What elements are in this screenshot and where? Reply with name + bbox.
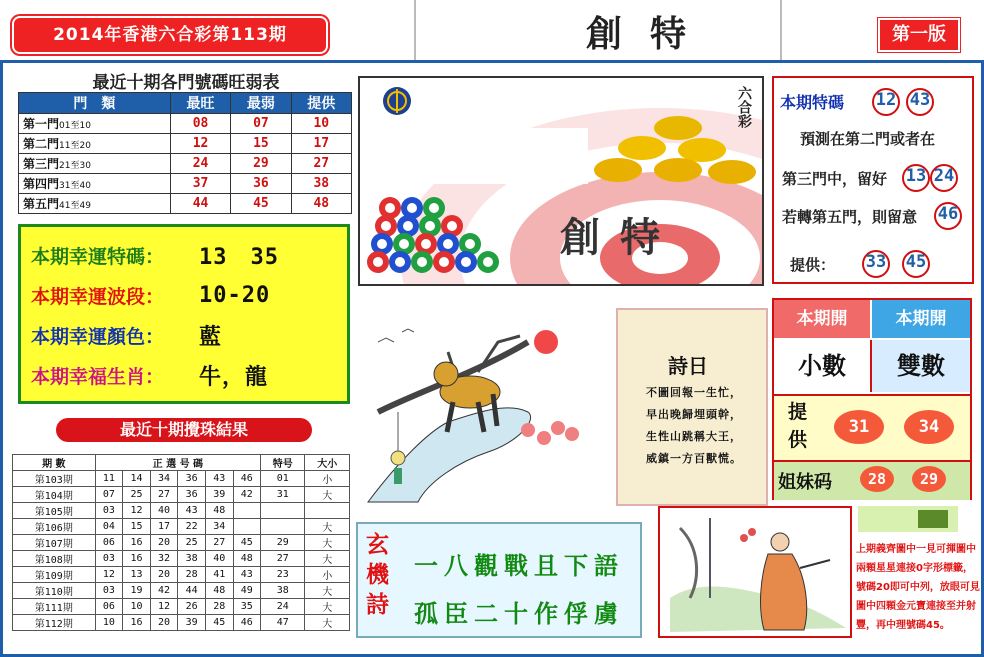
results-row bbox=[13, 471, 350, 487]
issue-number: 第105期 bbox=[13, 503, 96, 519]
stats-value: 38 bbox=[291, 174, 351, 194]
drawn-number: 26 bbox=[178, 599, 206, 615]
stats-header-cell: 提供 bbox=[291, 93, 351, 114]
door-label: 第一門01至10 bbox=[19, 114, 171, 134]
special-code: 46 bbox=[934, 202, 962, 230]
stats-value: 12 bbox=[170, 134, 230, 154]
issue-number: 第104期 bbox=[13, 487, 96, 503]
drawn-number: 15 bbox=[123, 519, 151, 535]
drawn-number: 32 bbox=[150, 551, 178, 567]
lottery-ball-center bbox=[385, 203, 395, 213]
special-number: 27 bbox=[261, 551, 305, 567]
stats-header-cell: 門 類 bbox=[19, 93, 171, 114]
results-table bbox=[12, 454, 350, 631]
stats-value: 45 bbox=[231, 194, 291, 214]
special-line: 第三門中，留好 bbox=[782, 170, 888, 188]
size-label: 大 bbox=[305, 551, 350, 567]
drawn-number: 03 bbox=[95, 583, 123, 599]
page-title: 創特 bbox=[585, 13, 714, 55]
stats-value: 36 bbox=[231, 174, 291, 194]
special-line: 若轉第五門，則留意 bbox=[782, 208, 918, 226]
results-header-cell: 正 選 号 碼 bbox=[95, 455, 260, 471]
drawn-number: 06 bbox=[95, 599, 123, 615]
stats-value: 08 bbox=[170, 114, 230, 134]
results-row bbox=[13, 599, 350, 615]
drawn-number: 14 bbox=[123, 471, 151, 487]
special-label: 本期特碼 bbox=[780, 93, 845, 112]
drawn-number: 45 bbox=[233, 535, 261, 551]
stats-row bbox=[19, 194, 352, 214]
door-label: 第二門11至20 bbox=[19, 134, 171, 154]
lucky-label: 本期幸運波段： bbox=[31, 285, 165, 308]
stats-value: 27 bbox=[291, 154, 351, 174]
riddle-panel bbox=[356, 522, 642, 638]
results-row bbox=[13, 503, 350, 519]
special-code: 12 bbox=[872, 88, 900, 116]
drawn-number bbox=[233, 519, 261, 535]
give-code: 45 bbox=[902, 250, 930, 278]
size-label: 大 bbox=[305, 535, 350, 551]
size-label: 大 bbox=[305, 599, 350, 615]
results-row bbox=[13, 535, 350, 551]
special-number: 23 bbox=[261, 567, 305, 583]
issue-number: 第112期 bbox=[13, 615, 96, 631]
drawn-number: 39 bbox=[205, 487, 233, 503]
poem-title: 詩日 bbox=[668, 354, 708, 378]
poem-line: 生性山跳稱大王， bbox=[646, 430, 742, 443]
lucky-row bbox=[31, 235, 337, 275]
riddle-tag: 玄機詩 bbox=[366, 531, 389, 618]
drawn-number: 12 bbox=[123, 503, 151, 519]
recent-results-title: 最近十期攪珠結果 bbox=[56, 418, 312, 442]
size-label: 小 bbox=[305, 471, 350, 487]
drawn-number: 43 bbox=[205, 471, 233, 487]
give-code: 33 bbox=[862, 250, 890, 278]
results-header-cell: 特号 bbox=[261, 455, 305, 471]
lottery-ball-center bbox=[439, 257, 449, 267]
stats-value: 10 bbox=[291, 114, 351, 134]
lottery-ball-center bbox=[443, 239, 453, 249]
drawn-number: 27 bbox=[205, 535, 233, 551]
size-label: 大 bbox=[305, 487, 350, 503]
drawn-number: 40 bbox=[205, 551, 233, 567]
issue-number: 第109期 bbox=[13, 567, 96, 583]
drawn-number: 48 bbox=[205, 503, 233, 519]
stats-header-cell: 最旺 bbox=[170, 93, 230, 114]
issue-number: 第108期 bbox=[13, 551, 96, 567]
special-code: 24 bbox=[930, 164, 958, 192]
size-label bbox=[305, 503, 350, 519]
header-divider bbox=[414, 0, 416, 60]
drawn-number: 04 bbox=[95, 519, 123, 535]
give-code: 31 bbox=[834, 410, 884, 444]
drawn-number: 28 bbox=[178, 567, 206, 583]
size-label: 大 bbox=[305, 615, 350, 631]
issue-number: 第106期 bbox=[13, 519, 96, 535]
stats-value: 29 bbox=[231, 154, 291, 174]
double-number-label: 雙數 bbox=[872, 340, 970, 392]
stats-row bbox=[19, 134, 352, 154]
results-header-cell: 期 數 bbox=[13, 455, 96, 471]
drawn-number: 28 bbox=[205, 599, 233, 615]
lucky-value: 藍 bbox=[199, 324, 223, 350]
lucky-panel bbox=[18, 224, 350, 404]
special-number: 29 bbox=[261, 535, 305, 551]
stats-row bbox=[19, 174, 352, 194]
lucky-row bbox=[31, 315, 337, 355]
poem-line: 不圖回報一生忙， bbox=[646, 386, 742, 399]
drawn-number: 48 bbox=[205, 583, 233, 599]
issue-number: 第103期 bbox=[13, 471, 96, 487]
drawn-number: 11 bbox=[95, 471, 123, 487]
drawn-number: 20 bbox=[150, 567, 178, 583]
drawn-number: 16 bbox=[123, 615, 151, 631]
riddle-line: 孤臣二十作俘虜 bbox=[414, 599, 624, 628]
monkey-illustration bbox=[358, 312, 614, 508]
lottery-ball-center bbox=[407, 203, 417, 213]
sister-code-label: 姐妹码 bbox=[778, 472, 832, 493]
drawn-number: 41 bbox=[205, 567, 233, 583]
lottery-ball-center bbox=[373, 257, 383, 267]
drawn-number: 12 bbox=[95, 567, 123, 583]
drawn-number: 45 bbox=[205, 615, 233, 631]
special-number: 24 bbox=[261, 599, 305, 615]
drawn-number: 16 bbox=[123, 535, 151, 551]
stats-value: 24 bbox=[170, 154, 230, 174]
size-label: 大 bbox=[305, 519, 350, 535]
results-row bbox=[13, 615, 350, 631]
stats-value: 15 bbox=[231, 134, 291, 154]
stats-row bbox=[19, 114, 352, 134]
lucky-value: 10-20 bbox=[199, 282, 271, 308]
drawn-number: 39 bbox=[178, 615, 206, 631]
give-label: 提供： bbox=[790, 256, 836, 274]
drawn-number: 27 bbox=[150, 487, 178, 503]
stats-value: 07 bbox=[231, 114, 291, 134]
size-label: 小 bbox=[305, 567, 350, 583]
special-number bbox=[261, 503, 305, 519]
note-text: 上期義齊圖中一見可揮圖中兩顆星星連接0字形標籤，號碼20即可中列，放眼可見圖中四顆金元寶連接至并射豐，再中理號碼45。 bbox=[856, 544, 980, 631]
sister-code: 29 bbox=[912, 466, 946, 492]
riddle-line: 一八觀戰且下語 bbox=[414, 551, 624, 580]
results-row bbox=[13, 567, 350, 583]
give-label: 提供 bbox=[788, 401, 808, 451]
drawn-number: 42 bbox=[150, 583, 178, 599]
lottery-ball-center bbox=[425, 221, 435, 231]
poem-line: 早出晚歸埋頭幹， bbox=[646, 408, 742, 421]
special-code: 43 bbox=[906, 88, 934, 116]
drawn-number: 20 bbox=[150, 535, 178, 551]
sage-illustration-panel bbox=[658, 506, 852, 638]
logo-title: 創特 bbox=[560, 214, 680, 261]
drawn-number: 46 bbox=[233, 615, 261, 631]
drawn-number: 12 bbox=[150, 599, 178, 615]
issue-number: 第107期 bbox=[13, 535, 96, 551]
results-row bbox=[13, 519, 350, 535]
stats-table bbox=[18, 92, 352, 214]
results-row bbox=[13, 487, 350, 503]
special-number bbox=[261, 519, 305, 535]
lottery-ball-center bbox=[395, 257, 405, 267]
drawn-number: 46 bbox=[233, 471, 261, 487]
drawn-number: 43 bbox=[178, 503, 206, 519]
special-number: 38 bbox=[261, 583, 305, 599]
give-code: 34 bbox=[904, 410, 954, 444]
lucky-row bbox=[31, 355, 337, 395]
lottery-ball-center bbox=[483, 257, 493, 267]
lottery-ball-center bbox=[429, 203, 439, 213]
issue-banner: 2014年香港六合彩第113期 bbox=[12, 16, 328, 54]
edition-badge: 第一版 bbox=[878, 18, 960, 52]
lucky-value: 13 35 bbox=[199, 244, 279, 270]
draw-open-panel bbox=[772, 298, 972, 500]
poem-scroll bbox=[616, 308, 768, 506]
drawn-number bbox=[233, 503, 261, 519]
sage-illustration bbox=[660, 508, 850, 636]
drawn-number: 35 bbox=[233, 599, 261, 615]
lucky-value: 牛，龍 bbox=[199, 364, 269, 390]
drawn-number: 20 bbox=[150, 615, 178, 631]
drawn-number: 19 bbox=[123, 583, 151, 599]
lucky-label: 本期幸福生肖： bbox=[31, 365, 165, 388]
special-code-panel bbox=[772, 76, 974, 284]
lottery-ball-center bbox=[447, 221, 457, 231]
special-number: 47 bbox=[261, 615, 305, 631]
stats-value: 37 bbox=[170, 174, 230, 194]
open-label: 本期開 bbox=[872, 300, 970, 338]
special-number: 01 bbox=[261, 471, 305, 487]
drawn-number: 10 bbox=[95, 615, 123, 631]
open-label: 本期開 bbox=[774, 300, 870, 338]
stats-value: 44 bbox=[170, 194, 230, 214]
special-line: 預測在第二門或者在 bbox=[800, 130, 936, 148]
lottery-ball-center bbox=[403, 221, 413, 231]
drawn-number: 13 bbox=[123, 567, 151, 583]
peach-icon bbox=[521, 421, 579, 445]
drawn-number: 17 bbox=[150, 519, 178, 535]
special-code: 13 bbox=[902, 164, 930, 192]
poem-line: 威鎮一方百獸慌。 bbox=[646, 452, 742, 465]
lucky-row bbox=[31, 275, 337, 315]
drawn-number: 40 bbox=[150, 503, 178, 519]
size-label: 大 bbox=[305, 583, 350, 599]
drawn-number: 03 bbox=[95, 551, 123, 567]
lottery-ball-center bbox=[381, 221, 391, 231]
lottery-logo-icon bbox=[382, 86, 412, 116]
drawn-number: 49 bbox=[233, 583, 261, 599]
drawn-number: 43 bbox=[233, 567, 261, 583]
issue-number: 第111期 bbox=[13, 599, 96, 615]
door-label: 第四門31至40 bbox=[19, 174, 171, 194]
drawn-number: 22 bbox=[178, 519, 206, 535]
stats-row bbox=[19, 154, 352, 174]
door-label: 第五門41至49 bbox=[19, 194, 171, 214]
drawn-number: 03 bbox=[95, 503, 123, 519]
stats-value: 17 bbox=[291, 134, 351, 154]
sister-code: 28 bbox=[860, 466, 894, 492]
drawn-number: 16 bbox=[123, 551, 151, 567]
drawn-number: 34 bbox=[150, 471, 178, 487]
special-number: 31 bbox=[261, 487, 305, 503]
drawn-number: 25 bbox=[123, 487, 151, 503]
results-header-cell: 大小 bbox=[305, 455, 350, 471]
logo-panel bbox=[358, 76, 764, 286]
drawn-number: 06 bbox=[95, 535, 123, 551]
lottery-ball-center bbox=[461, 257, 471, 267]
drawn-number: 25 bbox=[178, 535, 206, 551]
lottery-ball-center bbox=[465, 239, 475, 249]
marksix-label: 六合彩 bbox=[736, 86, 752, 128]
header-divider bbox=[780, 0, 782, 60]
note-banner bbox=[858, 506, 958, 536]
drawn-number: 36 bbox=[178, 487, 206, 503]
results-row bbox=[13, 551, 350, 567]
stats-value: 48 bbox=[291, 194, 351, 214]
drawn-number: 36 bbox=[178, 471, 206, 487]
drawn-number: 07 bbox=[95, 487, 123, 503]
stats-header-cell: 最弱 bbox=[231, 93, 291, 114]
lottery-ball-center bbox=[417, 257, 427, 267]
door-label: 第三門21至30 bbox=[19, 154, 171, 174]
lottery-ball-center bbox=[399, 239, 409, 249]
lucky-label: 本期幸運特碼： bbox=[31, 245, 165, 268]
lottery-ball-center bbox=[377, 239, 387, 249]
drawn-number: 34 bbox=[205, 519, 233, 535]
drawn-number: 48 bbox=[233, 551, 261, 567]
stats-title: 最近十期各門號碼旺弱表 bbox=[92, 73, 280, 93]
lucky-label: 本期幸運顏色： bbox=[31, 325, 165, 348]
small-number-label: 小數 bbox=[774, 340, 872, 392]
lottery-ball-center bbox=[421, 239, 431, 249]
drawn-number: 38 bbox=[178, 551, 206, 567]
drawn-number: 10 bbox=[123, 599, 151, 615]
drawn-number: 42 bbox=[233, 487, 261, 503]
issue-number: 第110期 bbox=[13, 583, 96, 599]
drawn-number: 44 bbox=[178, 583, 206, 599]
results-row bbox=[13, 583, 350, 599]
